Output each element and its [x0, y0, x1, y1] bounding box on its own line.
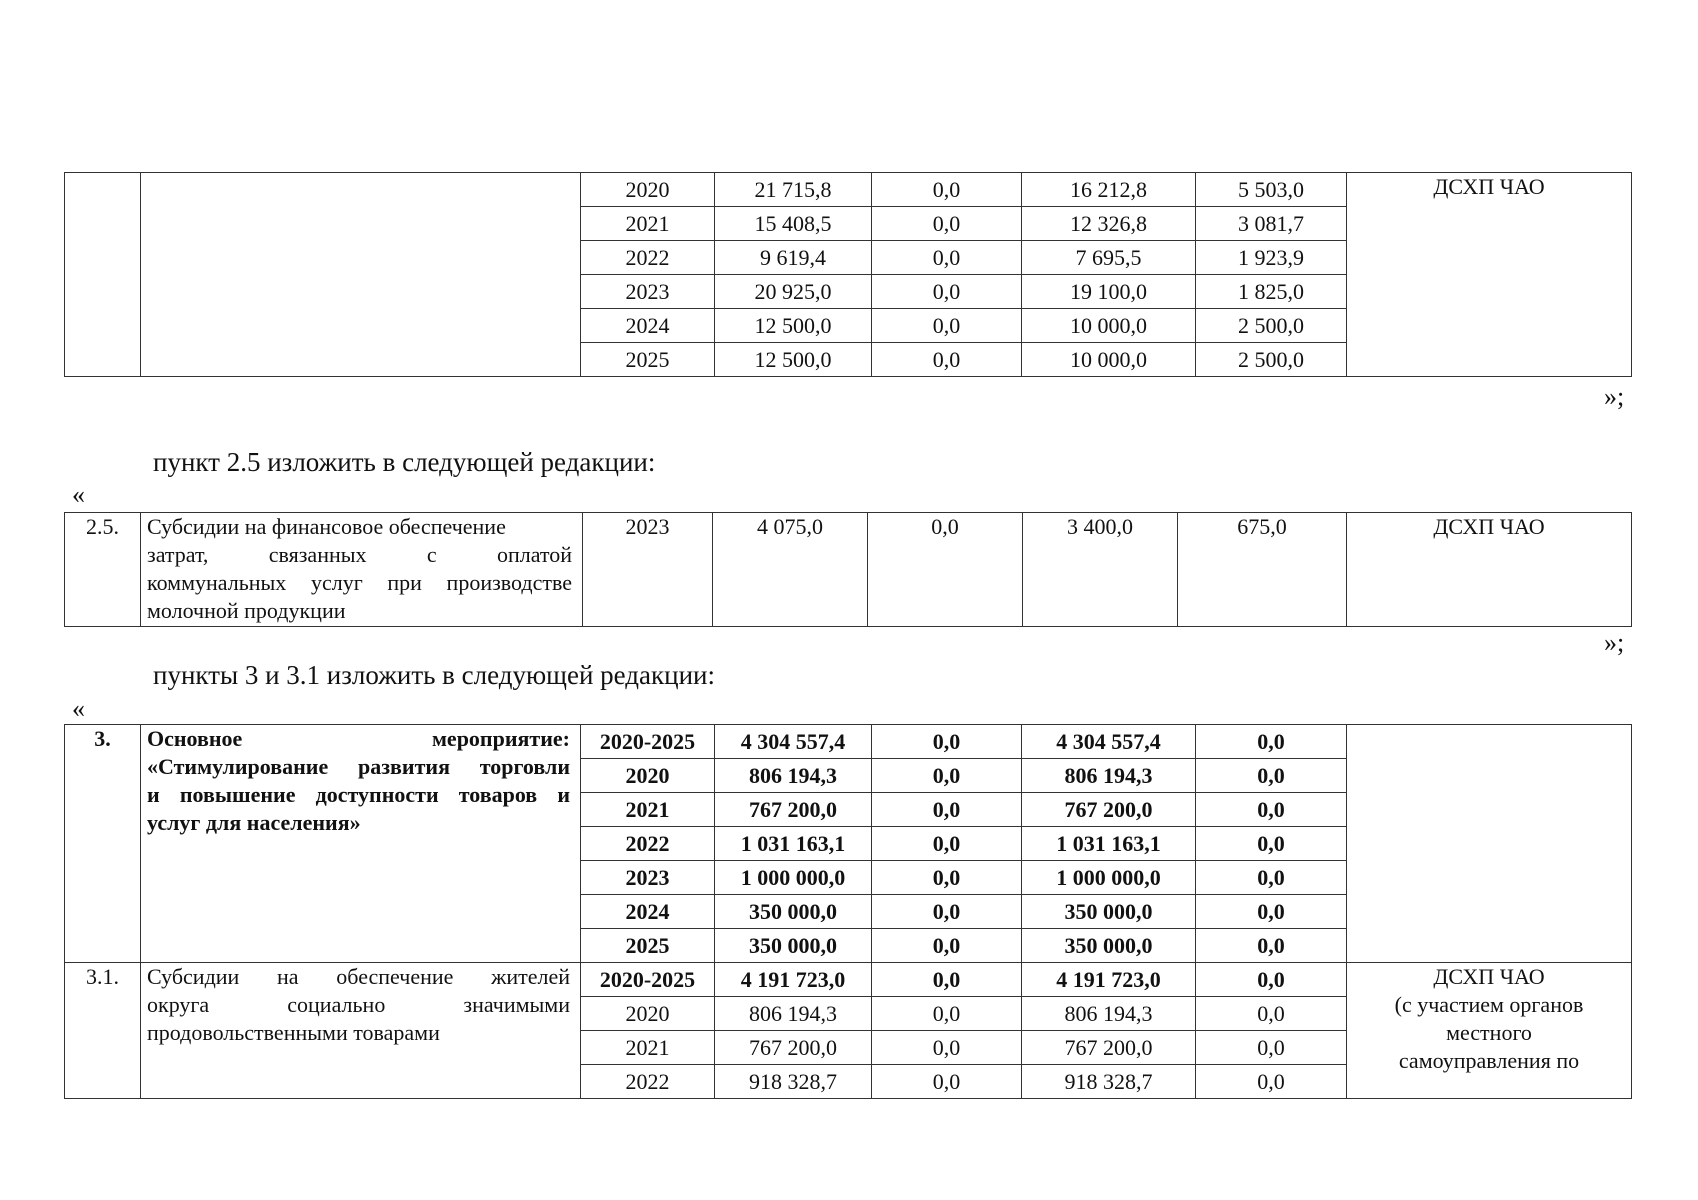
- table-continuation-body: [65, 173, 1632, 377]
- federal-cell: 0,0: [868, 513, 1023, 627]
- total-cell: 1 031 163,1: [715, 827, 872, 861]
- regional-cell: 12 326,8: [1022, 207, 1196, 241]
- item-number: 3.: [65, 725, 141, 963]
- item-description: [141, 513, 583, 627]
- federal-cell: 0,0: [872, 793, 1022, 827]
- other-cell: 0,0: [1196, 1031, 1347, 1065]
- federal-cell: 0,0: [872, 309, 1022, 343]
- table-row: [65, 173, 1632, 207]
- federal-cell: 0,0: [872, 895, 1022, 929]
- federal-cell: 0,0: [872, 343, 1022, 377]
- desc-line-3: и повышение доступности товаров и: [147, 782, 570, 807]
- federal-cell: 0,0: [872, 207, 1022, 241]
- regional-cell: 1 000 000,0: [1022, 861, 1196, 895]
- total-cell: 12 500,0: [715, 309, 872, 343]
- year-cell: 2022: [581, 827, 715, 861]
- regional-cell: 767 200,0: [1022, 1031, 1196, 1065]
- other-cell: 0,0: [1196, 793, 1347, 827]
- regional-cell: 10 000,0: [1022, 343, 1196, 377]
- year-cell: 2025: [581, 929, 715, 963]
- other-cell: 3 081,7: [1196, 207, 1347, 241]
- executor-cell: [1347, 725, 1632, 963]
- total-cell: 767 200,0: [715, 793, 872, 827]
- other-cell: 675,0: [1178, 513, 1347, 627]
- description-cell: [141, 173, 581, 377]
- desc-line-1: Субсидии на обеспечение жителей: [147, 964, 570, 989]
- executor-cell: [1347, 963, 1632, 1099]
- regional-cell: 806 194,3: [1022, 997, 1196, 1031]
- regional-cell: 10 000,0: [1022, 309, 1196, 343]
- federal-cell: 0,0: [872, 1065, 1022, 1099]
- total-cell: 4 191 723,0: [715, 963, 872, 997]
- total-cell: 21 715,8: [715, 173, 872, 207]
- total-cell: 12 500,0: [715, 343, 872, 377]
- year-cell: 2021: [581, 793, 715, 827]
- federal-cell: 0,0: [872, 759, 1022, 793]
- table-item-2-5: [64, 512, 1632, 627]
- year-cell: 2020: [581, 759, 715, 793]
- year-cell: 2020: [581, 997, 715, 1031]
- federal-cell: 0,0: [872, 929, 1022, 963]
- total-cell: 4 304 557,4: [715, 725, 872, 759]
- desc-line-2: округа социально значимыми: [147, 992, 570, 1017]
- executor-line-2: (с участием органов: [1394, 992, 1584, 1017]
- table-continuation: [64, 172, 1632, 377]
- regional-cell: 350 000,0: [1022, 895, 1196, 929]
- total-cell: 4 075,0: [713, 513, 868, 627]
- regional-cell: 4 304 557,4: [1022, 725, 1196, 759]
- paragraph-item-2-5: пункт 2.5 изложить в следующей редакции:: [153, 447, 656, 477]
- year-cell: 2021: [581, 1031, 715, 1065]
- year-cell: 2020-2025: [581, 725, 715, 759]
- federal-cell: 0,0: [872, 827, 1022, 861]
- other-cell: 2 500,0: [1196, 309, 1347, 343]
- other-cell: 0,0: [1196, 929, 1347, 963]
- item-description: [141, 725, 581, 963]
- other-cell: 0,0: [1196, 725, 1347, 759]
- other-cell: 0,0: [1196, 827, 1347, 861]
- year-cell: 2020: [581, 173, 715, 207]
- total-cell: 806 194,3: [715, 759, 872, 793]
- regional-cell: 350 000,0: [1022, 929, 1196, 963]
- federal-cell: 0,0: [872, 173, 1022, 207]
- other-cell: 1 825,0: [1196, 275, 1347, 309]
- executor-line-1: ДСХП ЧАО: [1433, 964, 1545, 989]
- paragraph-items-3-3-1: пункты 3 и 3.1 изложить в следующей редакции:: [153, 660, 715, 690]
- year-cell: 2023: [583, 513, 713, 627]
- desc-line-3: коммунальных услуг при производстве: [147, 570, 572, 595]
- desc-line-4: молочной продукции: [147, 598, 346, 623]
- federal-cell: 0,0: [872, 275, 1022, 309]
- regional-cell: 19 100,0: [1022, 275, 1196, 309]
- executor-line-4: самоуправления по: [1398, 1048, 1580, 1073]
- federal-cell: 0,0: [872, 725, 1022, 759]
- executor-line-3: местного: [1446, 1020, 1532, 1045]
- regional-cell: 767 200,0: [1022, 793, 1196, 827]
- total-cell: 806 194,3: [715, 997, 872, 1031]
- desc-line-1: Основное мероприятие:: [147, 726, 570, 751]
- other-cell: 0,0: [1196, 861, 1347, 895]
- year-cell: 2024: [581, 895, 715, 929]
- year-cell: 2022: [581, 1065, 715, 1099]
- total-cell: 350 000,0: [715, 929, 872, 963]
- desc-line-1: Субсидии на финансовое обеспечение: [147, 514, 506, 539]
- table-row: [65, 513, 1632, 627]
- other-cell: 0,0: [1196, 997, 1347, 1031]
- other-cell: 1 923,9: [1196, 241, 1347, 275]
- other-cell: 5 503,0: [1196, 173, 1347, 207]
- year-cell: 2022: [581, 241, 715, 275]
- other-cell: 0,0: [1196, 1065, 1347, 1099]
- closing-quote-2: »;: [1604, 628, 1625, 657]
- federal-cell: 0,0: [872, 241, 1022, 275]
- other-cell: 2 500,0: [1196, 343, 1347, 377]
- year-cell: 2024: [581, 309, 715, 343]
- total-cell: 918 328,7: [715, 1065, 872, 1099]
- table-row: [65, 963, 1632, 997]
- executor-cell: ДСХП ЧАО: [1347, 173, 1632, 377]
- other-cell: 0,0: [1196, 759, 1347, 793]
- regional-cell: 16 212,8: [1022, 173, 1196, 207]
- federal-cell: 0,0: [872, 861, 1022, 895]
- regional-cell: 3 400,0: [1023, 513, 1178, 627]
- total-cell: 350 000,0: [715, 895, 872, 929]
- item-description: [141, 963, 581, 1099]
- year-cell: 2023: [581, 275, 715, 309]
- federal-cell: 0,0: [872, 1031, 1022, 1065]
- desc-line-3: продовольственными товарами: [147, 1020, 440, 1045]
- number-cell: [65, 173, 141, 377]
- desc-line-2: «Стимулирование развития торговли: [147, 754, 570, 779]
- total-cell: 20 925,0: [715, 275, 872, 309]
- regional-cell: 4 191 723,0: [1022, 963, 1196, 997]
- total-cell: 9 619,4: [715, 241, 872, 275]
- total-cell: 15 408,5: [715, 207, 872, 241]
- table-items-3-3-1: [64, 724, 1632, 1099]
- opening-quote-1: «: [72, 480, 85, 509]
- regional-cell: 918 328,7: [1022, 1065, 1196, 1099]
- federal-cell: 0,0: [872, 963, 1022, 997]
- table-row: [65, 725, 1632, 759]
- regional-cell: 1 031 163,1: [1022, 827, 1196, 861]
- item-number: 3.1.: [65, 963, 141, 1099]
- year-cell: 2020-2025: [581, 963, 715, 997]
- year-cell: 2021: [581, 207, 715, 241]
- desc-line-4: услуг для населения»: [147, 810, 361, 835]
- item-number: 2.5.: [65, 513, 141, 627]
- closing-quote-1: »;: [1604, 382, 1625, 411]
- desc-line-2: затрат, связанных с оплатой: [147, 542, 572, 567]
- year-cell: 2023: [581, 861, 715, 895]
- total-cell: 1 000 000,0: [715, 861, 872, 895]
- other-cell: 0,0: [1196, 895, 1347, 929]
- regional-cell: 7 695,5: [1022, 241, 1196, 275]
- year-cell: 2025: [581, 343, 715, 377]
- opening-quote-2: «: [72, 694, 85, 723]
- executor-cell: ДСХП ЧАО: [1347, 513, 1632, 627]
- federal-cell: 0,0: [872, 997, 1022, 1031]
- other-cell: 0,0: [1196, 963, 1347, 997]
- regional-cell: 806 194,3: [1022, 759, 1196, 793]
- total-cell: 767 200,0: [715, 1031, 872, 1065]
- table-items-body: [65, 725, 1632, 1099]
